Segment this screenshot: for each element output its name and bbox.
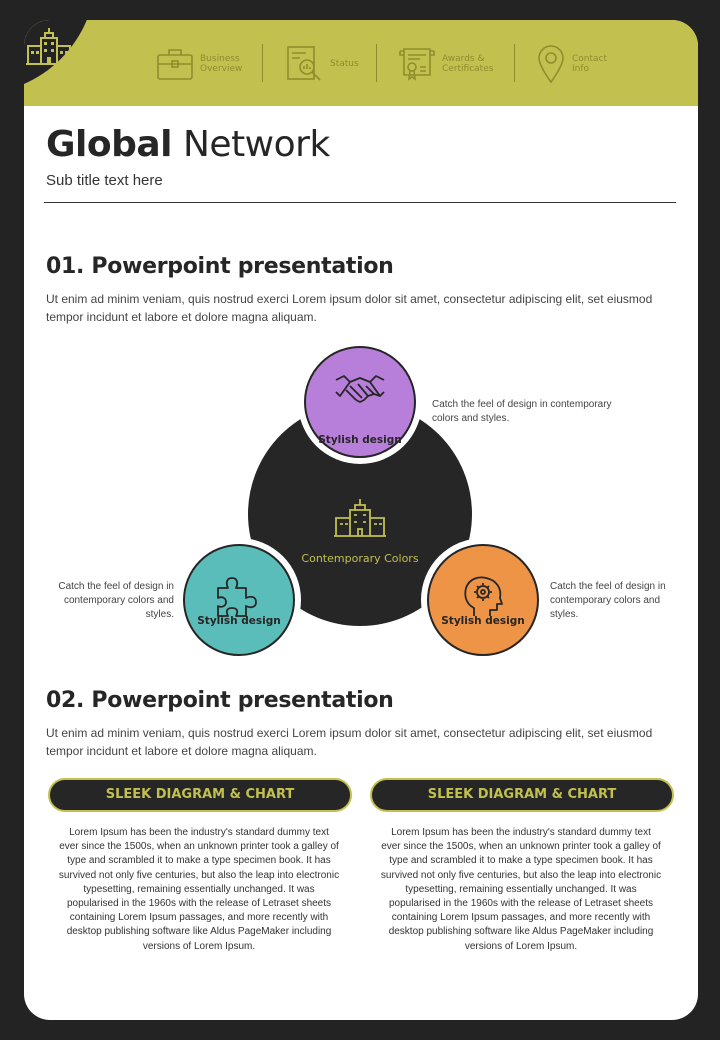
node-label: Stylish design <box>197 615 281 627</box>
card-title-pill: SLEEK DIAGRAM & CHART <box>370 778 674 812</box>
card-title-pill: SLEEK DIAGRAM & CHART <box>48 778 352 812</box>
node-note: Catch the feel of design in contemporary colors and styles. <box>58 581 174 620</box>
card-text: Lorem Ipsum has been the industry's standard dummy text ever since the 1500s, when an unknown printer took a galley of type and scrambled it to make a type specimen book. It has survived not only five centuries, but also the leap into electronic typesetting, remaining essentially unchanged. It was popularised in the 1960s with the release of Letraset sheets containing Lorem Ipsum passages, and more recently with desktop publishing software like Aldus PageMaker including versions of Lorem Ipsum. <box>380 827 662 952</box>
nav-divider <box>376 44 377 82</box>
page-card <box>24 20 698 1020</box>
nav-status[interactable] <box>286 42 378 86</box>
node-note: Catch the feel of design in contemporary colors and styles. <box>432 399 612 424</box>
nav-label: Status <box>330 59 359 69</box>
briefcase-icon <box>156 46 194 82</box>
page-subtitle: Sub title text here <box>46 172 163 189</box>
section1-body: Ut enim ad minim veniam, quis nostrud exerci Lorem ipsum dolor sit amet, consectetur adipiscing elit, set eiusmod tempor incidunt et labore et dolore magna aliquam. <box>46 292 653 324</box>
header-divider <box>44 202 676 203</box>
node-note: Catch the feel of design in contemporary colors and styles. <box>550 581 666 620</box>
cycle-diagram <box>24 330 698 660</box>
node-circle-teal <box>184 545 294 655</box>
top-bar <box>24 20 698 106</box>
title-light: Network <box>182 124 330 165</box>
nav-contact[interactable] <box>536 42 620 86</box>
nav-divider <box>514 44 515 82</box>
location-pin-icon <box>536 44 566 84</box>
nav-awards[interactable] <box>398 42 494 86</box>
nav-label: Awards & Certificates <box>442 54 494 74</box>
magnifier-chart-icon <box>286 45 324 83</box>
building-logo-icon <box>24 24 74 72</box>
nav-label: Business Overview <box>200 54 243 74</box>
nav-divider <box>262 44 263 82</box>
nav-label: Contact Info <box>572 54 608 74</box>
center-label: Contemporary Colors <box>301 552 419 565</box>
page-title <box>46 124 330 165</box>
nav-business-overview[interactable] <box>156 42 248 86</box>
title-bold: Global <box>46 124 173 165</box>
node-label: Stylish design <box>318 434 402 446</box>
section1-heading: 01. Powerpoint presentation <box>46 254 394 279</box>
node-label: Stylish design <box>441 615 525 627</box>
section2-heading: 02. Powerpoint presentation <box>46 688 394 713</box>
section2-body: Ut enim ad minim veniam, quis nostrud exerci Lorem ipsum dolor sit amet, consectetur adipiscing elit, set eiusmod tempor incidunt et labore et dolore magna aliquam. <box>46 726 653 758</box>
card-text: Lorem Ipsum has been the industry's standard dummy text ever since the 1500s, when an unknown printer took a galley of type and scrambled it to make a type specimen book. It has survived not only five centuries, but also the leap into electronic typesetting, remaining essentially unchanged. It was popularised in the 1960s with the release of Letraset sheets containing Lorem Ipsum passages, and more recently with desktop publishing software like Aldus PageMaker including versions of Lorem Ipsum. <box>58 827 340 952</box>
certificate-icon <box>398 45 436 83</box>
